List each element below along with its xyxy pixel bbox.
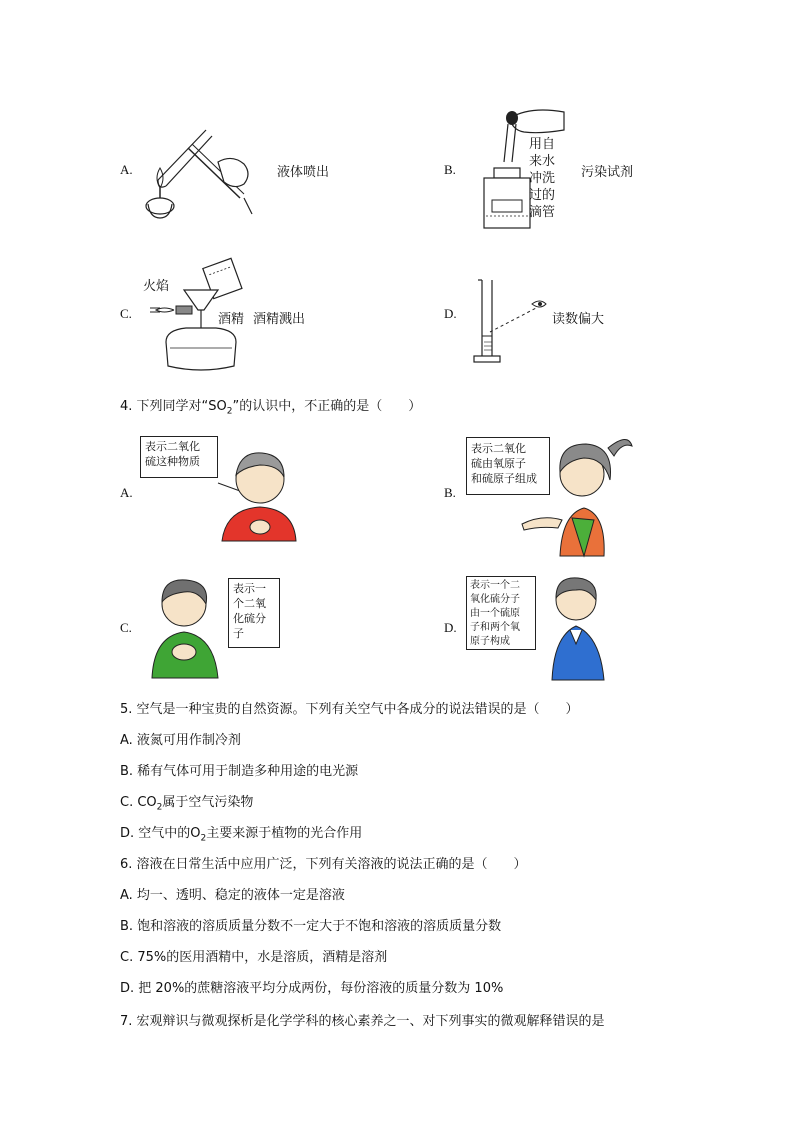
flame-label: 火焰: [143, 279, 170, 294]
student-c-illustration: [144, 574, 234, 680]
bubble-line: 硫由氧原子: [471, 457, 526, 470]
q6-option-d: D. 把 20%的蔗糖溶液平均分成两份，每份溶液的质量分数为 10%: [120, 981, 504, 996]
q6-option-a: A. 均一、透明、稳定的液体一定是溶液: [120, 888, 345, 903]
q5-option-d: D. 空气中的$O_2$主要来源于植物的光合作用: [120, 826, 363, 844]
q4-option-letter-a: A.: [120, 485, 133, 500]
option-a-caption: 液体喷出: [277, 165, 330, 180]
bubble-line: 和硫原子组成: [471, 472, 537, 485]
graduated-cylinder-figure: [470, 276, 550, 368]
student-a-illustration: [196, 445, 306, 545]
q6-option-c: C. 75%的医用酒精中，水是溶质，酒精是溶剂: [120, 950, 388, 965]
q4-stem: 4. 下列同学对“$SO_2$”的认识中，不正确的是（ ）: [120, 399, 422, 417]
q5-stem: 5. 空气是一种宝贵的自然资源。下列有关空气中各成分的说法错误的是（ ）: [120, 702, 579, 717]
bubble-line: 子和两个氧: [470, 622, 520, 633]
option-c-caption: 酒精溅出: [253, 312, 306, 327]
dropper-label: [529, 136, 559, 221]
bubble-line: 个二氧: [233, 597, 266, 610]
bubble-line: 表示二氧化: [145, 440, 200, 453]
option-d-caption: 读数偏大: [552, 312, 605, 327]
dropper-label-line: 冲洗: [529, 171, 556, 186]
alcohol-label: 酒精: [218, 312, 245, 327]
option-letter-c: C.: [120, 306, 132, 321]
q4-option-letter-d: D.: [444, 620, 457, 635]
dropper-label-line: 来水: [529, 154, 556, 169]
q5-option-b: B. 稀有气体可用于制造多种用途的电光源: [120, 764, 359, 779]
q6-option-b: B. 饱和溶液的溶质质量分数不一定大于不饱和溶液的溶质质量分数: [120, 919, 502, 934]
bubble-line: 表示一: [233, 582, 266, 595]
bubble-line: 硫这种物质: [145, 455, 200, 468]
bubble-line: 化硫分: [233, 612, 266, 625]
speech-bubble-c: [228, 578, 280, 648]
bubble-line: 氧化硫分子: [470, 594, 520, 605]
option-letter-b: B.: [444, 162, 456, 177]
bubble-line: 表示一个二: [470, 580, 520, 591]
q5-option-a: A. 液氮可用作制冷剂: [120, 733, 241, 748]
student-b-illustration: [518, 428, 638, 558]
dropper-label-line: 滴管: [529, 205, 556, 220]
q4-option-letter-b: B.: [444, 485, 456, 500]
option-b-caption: 污染试剂: [581, 165, 634, 180]
q4-option-letter-c: C.: [120, 620, 132, 635]
q7-stem: 7. 宏观辩识与微观探析是化学学科的核心素养之一、对下列事实的微观解释错误的是: [120, 1014, 605, 1029]
student-d-illustration: [540, 570, 610, 682]
bubble-line: 原子构成: [470, 636, 510, 647]
heating-test-tube-figure: [140, 118, 265, 223]
dropper-label-line: 过的: [529, 188, 556, 203]
speech-bubble-d: [466, 576, 536, 650]
q6-stem: 6. 溶液在日常生活中应用广泛，下列有关溶液的说法正确的是（ ）: [120, 857, 527, 872]
bubble-line: 由一个硫原: [470, 608, 520, 619]
dropper-label-line: 用自: [529, 137, 556, 152]
option-letter-a: A.: [120, 162, 133, 177]
option-letter-d: D.: [444, 306, 457, 321]
bubble-line: 表示二氧化: [471, 442, 526, 455]
bubble-line: 子: [233, 627, 244, 640]
q5-option-c: C. $CO_2$属于空气污染物: [120, 795, 254, 813]
